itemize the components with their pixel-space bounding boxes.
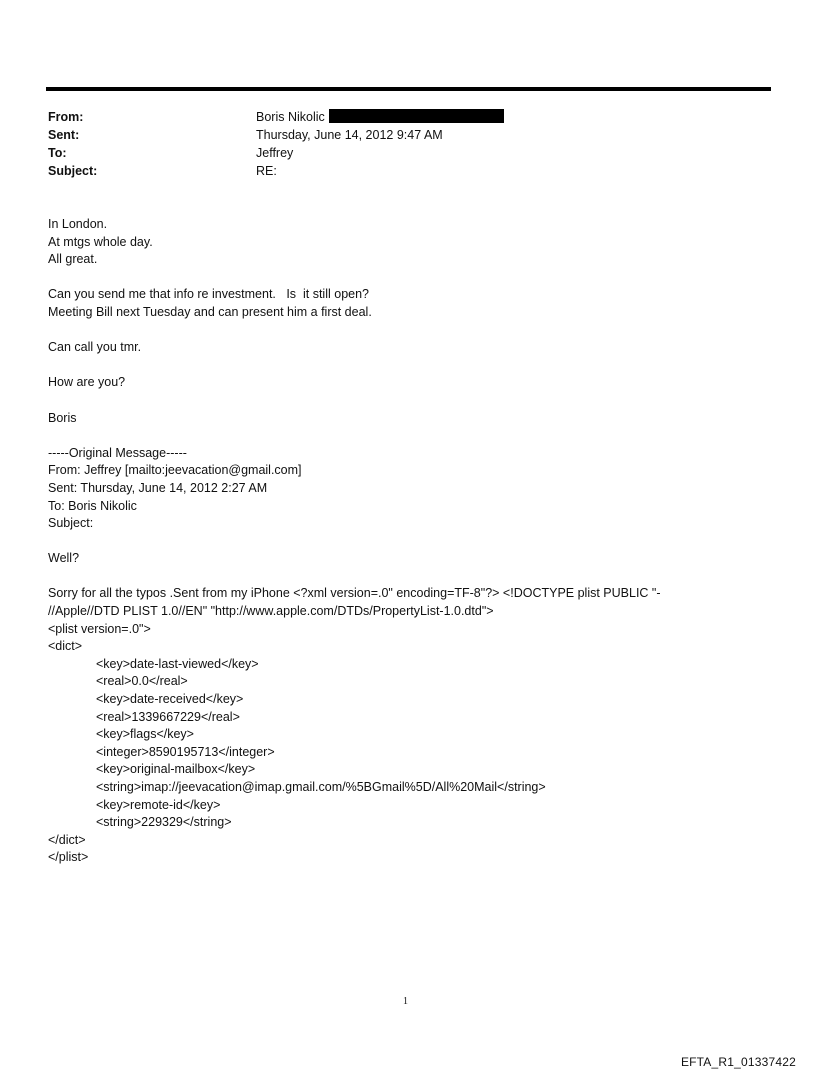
plist-line: <real>0.0</real> xyxy=(96,674,188,689)
sent-label: Sent: xyxy=(48,128,80,142)
plist-line: Sorry for all the typos .Sent from my iPhone <?xml version=.0" encoding=TF-8"?> <!DOCTYPE plist PUBLIC "- xyxy=(48,586,661,601)
email-header xyxy=(48,108,504,180)
sent-value: Thursday, June 14, 2012 9:47 AM xyxy=(256,128,443,142)
body-line: How are you? xyxy=(48,375,126,390)
plist-line: <key>original-mailbox</key> xyxy=(96,762,256,777)
to-row xyxy=(48,144,504,162)
redaction-box xyxy=(329,109,504,123)
plist-line: </plist> xyxy=(48,850,89,865)
body-line: At mtgs whole day. xyxy=(48,234,153,249)
body-line: All great. xyxy=(48,252,98,267)
body-line: Can call you tmr. xyxy=(48,340,142,355)
body-line: In London. xyxy=(48,217,108,231)
from-row xyxy=(48,108,504,126)
from-value xyxy=(256,108,504,126)
plist-line: //Apple//DTD PLIST 1.0//EN" "http://www.apple.com/DTDs/PropertyList-1.0.dtd"> xyxy=(48,604,494,619)
bates-number: EFTA_R1_01337422 xyxy=(680,1055,796,1069)
original-subject: Subject: xyxy=(48,516,94,531)
body-line: Can you send me that info re investment. Is it still open? xyxy=(48,287,369,302)
plist-line: </dict> xyxy=(48,832,86,847)
plist-line: <string>229329</string> xyxy=(96,815,232,830)
to-value: Jeffrey xyxy=(256,146,294,160)
from-name: Boris Nikolic xyxy=(256,110,325,124)
page-number: 1 xyxy=(403,996,408,1007)
to-label: To: xyxy=(48,146,67,160)
original-body: Well? xyxy=(48,551,80,566)
plist-line: <integer>8590195713</integer> xyxy=(96,744,275,759)
plist-line: <real>1339667229</real> xyxy=(96,709,240,724)
plist-line: <plist version=.0"> xyxy=(48,621,151,636)
original-to: To: Boris Nikolic xyxy=(48,498,137,513)
sent-row xyxy=(48,126,504,144)
plist-line: <key>date-last-viewed</key> xyxy=(96,656,259,671)
from-label: From: xyxy=(48,110,84,124)
original-sent: Sent: Thursday, June 14, 2012 2:27 AM xyxy=(48,480,268,495)
plist-line: <key>remote-id</key> xyxy=(96,797,221,812)
body-line: Meeting Bill next Tuesday and can present him a first deal. xyxy=(48,304,372,319)
subject-value: RE: xyxy=(256,164,277,178)
plist-line: <string>imap://jeevacation@imap.gmail.com/%5BGmail%5D/All%20Mail</string> xyxy=(96,780,546,794)
email-body xyxy=(48,216,748,867)
plist-line: <key>date-received</key> xyxy=(96,692,244,707)
plist-line: <key>flags</key> xyxy=(96,727,194,742)
subject-row xyxy=(48,162,504,180)
plist-line: <dict> xyxy=(48,639,83,654)
subject-label: Subject: xyxy=(48,164,98,178)
header-rule xyxy=(46,87,771,91)
original-from: From: Jeffrey [mailto:jeevacation@gmail.com] xyxy=(48,463,302,478)
signature: Boris xyxy=(48,410,77,425)
original-message-marker: -----Original Message----- xyxy=(48,445,187,460)
